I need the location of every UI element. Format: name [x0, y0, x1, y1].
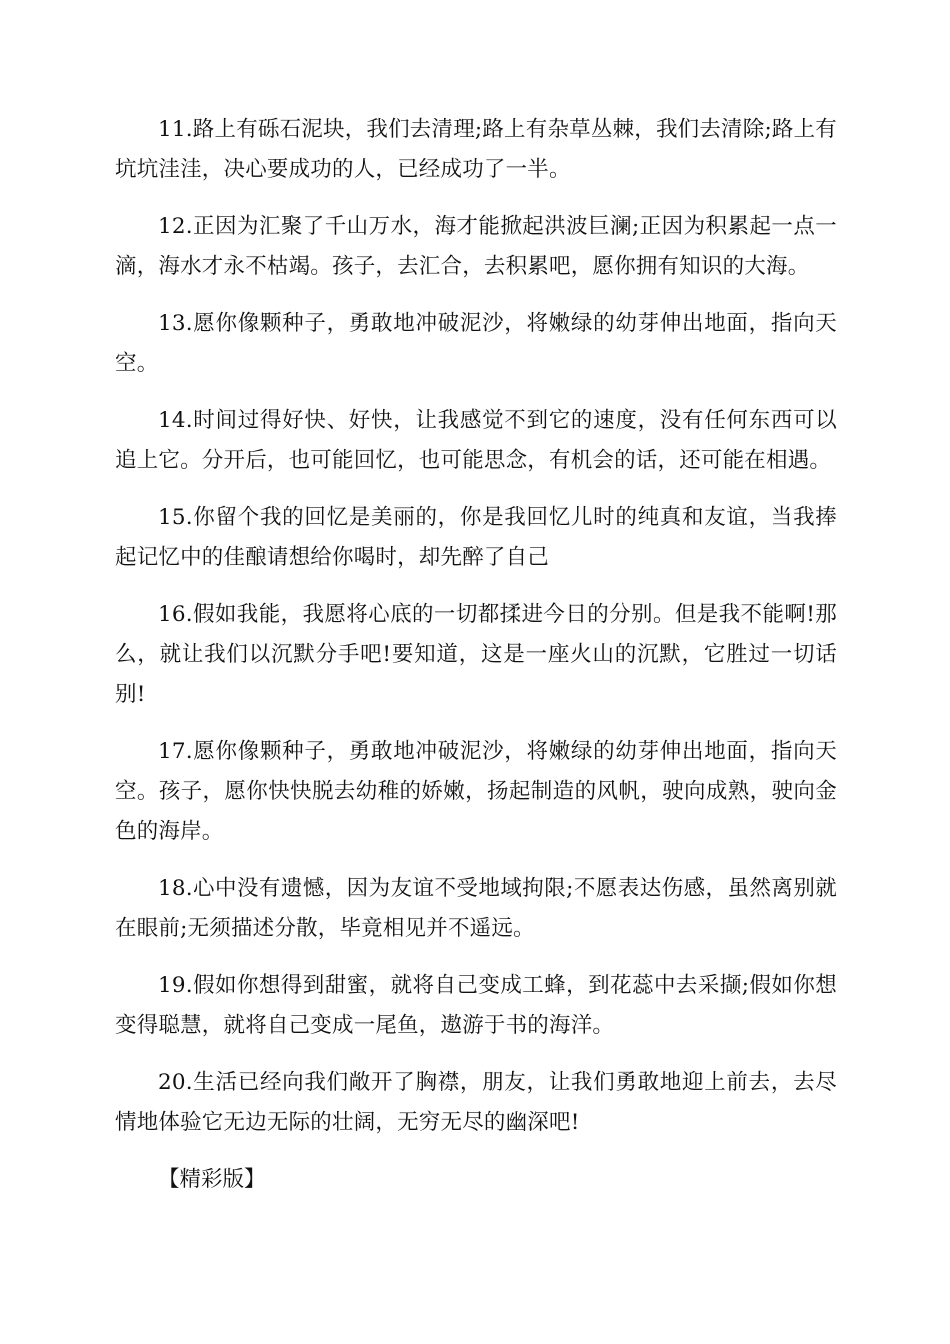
paragraph-20: 20.生活已经向我们敞开了胸襟，朋友，让我们勇敢地迎上前去，去尽情地体验它无边无际的壮阔，无穷无尽的幽深吧!	[115, 1070, 837, 1135]
paragraph-14: 14.时间过得好快、好快，让我感觉不到它的速度，没有任何东西可以追上它。分开后，也可能回忆，也可能思念，有机会的话，还可能在相遇。	[115, 408, 837, 473]
paragraph-15: 15.你留个我的回忆是美丽的，你是我回忆儿时的纯真和友谊，当我捧起记忆中的佳酿请想给你喝时，却先醉了自己	[115, 505, 837, 570]
paragraph-19: 19.假如你想得到甜蜜，就将自己变成工蜂，到花蕊中去采撷;假如你想变得聪慧，就将自己变成一尾鱼，遨游于书的海洋。	[115, 973, 837, 1038]
document-body	[115, 110, 837, 1200]
paragraph-12: 12.正因为汇聚了千山万水，海才能掀起洪波巨澜;正因为积累起一点一滴，海水才永不枯竭。孩子，去汇合，去积累吧，愿你拥有知识的大海。	[115, 214, 837, 279]
section-heading: 【精彩版】	[158, 1167, 266, 1192]
paragraph-18: 18.心中没有遗憾，因为友谊不受地域拘限;不愿表达伤感，虽然离别就在眼前;无须描述分散，毕竟相见并不遥远。	[115, 876, 837, 941]
paragraph-13: 13.愿你像颗种子，勇敢地冲破泥沙，将嫩绿的幼芽伸出地面，指向天空。	[115, 311, 837, 376]
paragraph-11: 11.路上有砾石泥块，我们去清理;路上有杂草丛棘，我们去清除;路上有坑坑洼洼，决心要成功的人，已经成功了一半。	[115, 117, 837, 182]
paragraph-16: 16.假如我能，我愿将心底的一切都揉进今日的分别。但是我不能啊!那么，就让我们以沉默分手吧!要知道，这是一座火山的沉默，它胜过一切话别!	[115, 602, 837, 707]
paragraph-17: 17.愿你像颗种子，勇敢地冲破泥沙，将嫩绿的幼芽伸出地面，指向天空。孩子，愿你快快脱去幼稚的娇嫩，扬起制造的风帆，驶向成熟，驶向金色的海岸。	[115, 739, 837, 844]
